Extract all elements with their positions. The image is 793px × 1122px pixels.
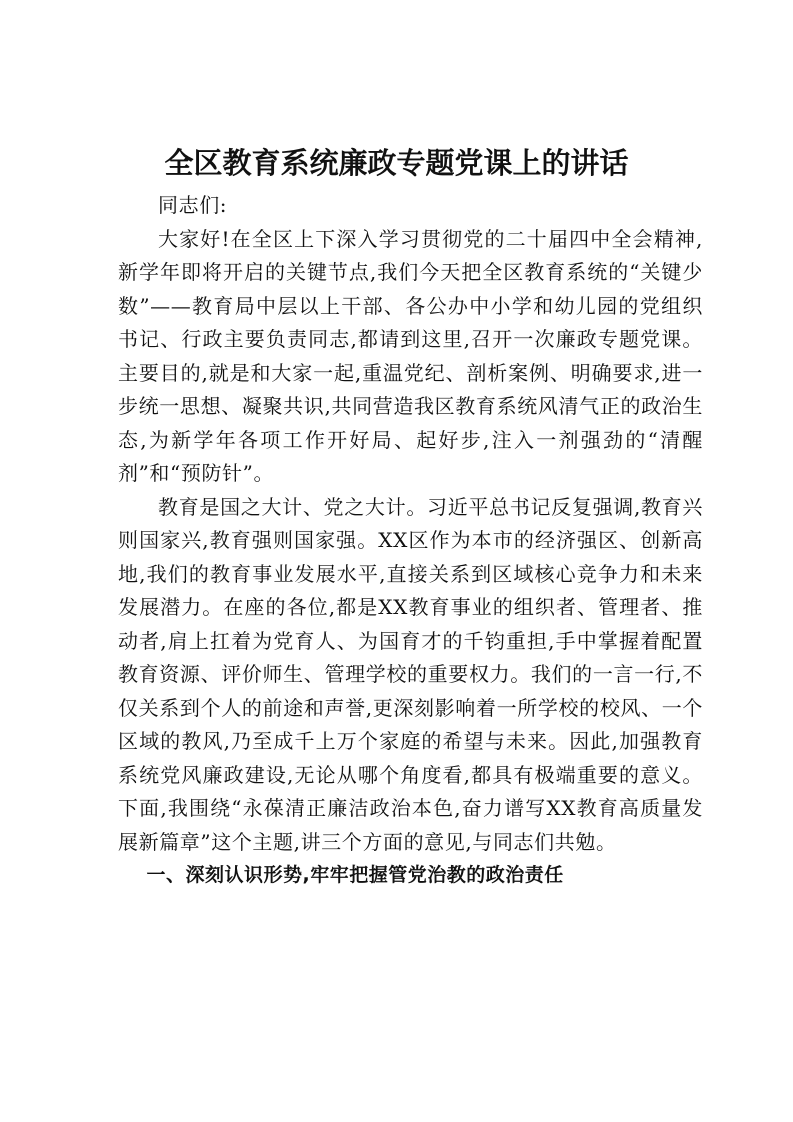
section-heading: 一、深刻认识形势,牢牢把握管党治教的政治责任 (146, 864, 564, 886)
paragraph-significance: 教育是国之大计、党之大计。习近平总书记反复强调,教育兴则国家兴,教育强则国家强。XX区作为本市的经济强区、创新高地,我们的教育事业发展水平,直接关系到区域核心竞争力和未来发展潜力。在座的各位,都是XX教育事业的组织者、管理者、推动者,肩上扛着为党育人、为国育才的千钧重担,手中掌握着配置教育资源、评价师生、管理学校的重要权力。我们的一言一行,不仅关系到个人的前途和声誉,更深刻影响着一所学校的校风、一个区域的教风,乃至成千上万个家庭的希望与未来。因此,加强教育系统党风廉政建设,无论从哪个角度看,都具有极端重要的意义。下面,我围绕“永葆清正廉洁政治本色,奋力谱写XX教育高质量发展新篇章”这个主题,讲三个方面的意见,与同志们共勉。 (118, 494, 703, 854)
document-body (118, 189, 703, 893)
document-title: 全区教育系统廉政专题党课上的讲话 (164, 146, 629, 180)
paragraph-opening: 大家好!在全区上下深入学习贯彻党的二十届四中全会精神,新学年即将开启的关键节点,我们今天把全区教育系统的“关键少数”——教育局中层以上干部、各公办中小学和幼儿园的党组织书记、行政主要负责同志,都请到这里,召开一次廉政专题党课。主要目的,就是和大家一起,重温党纪、剖析案例、明确要求,进一步统一思想、凝聚共识,共同营造我区教育系统风清气正的政治生态,为新学年各项工作开好局、起好步,注入一剂强劲的“清醒剂”和“预防针”。 (118, 226, 703, 485)
salutation: 同志们: (158, 193, 228, 217)
